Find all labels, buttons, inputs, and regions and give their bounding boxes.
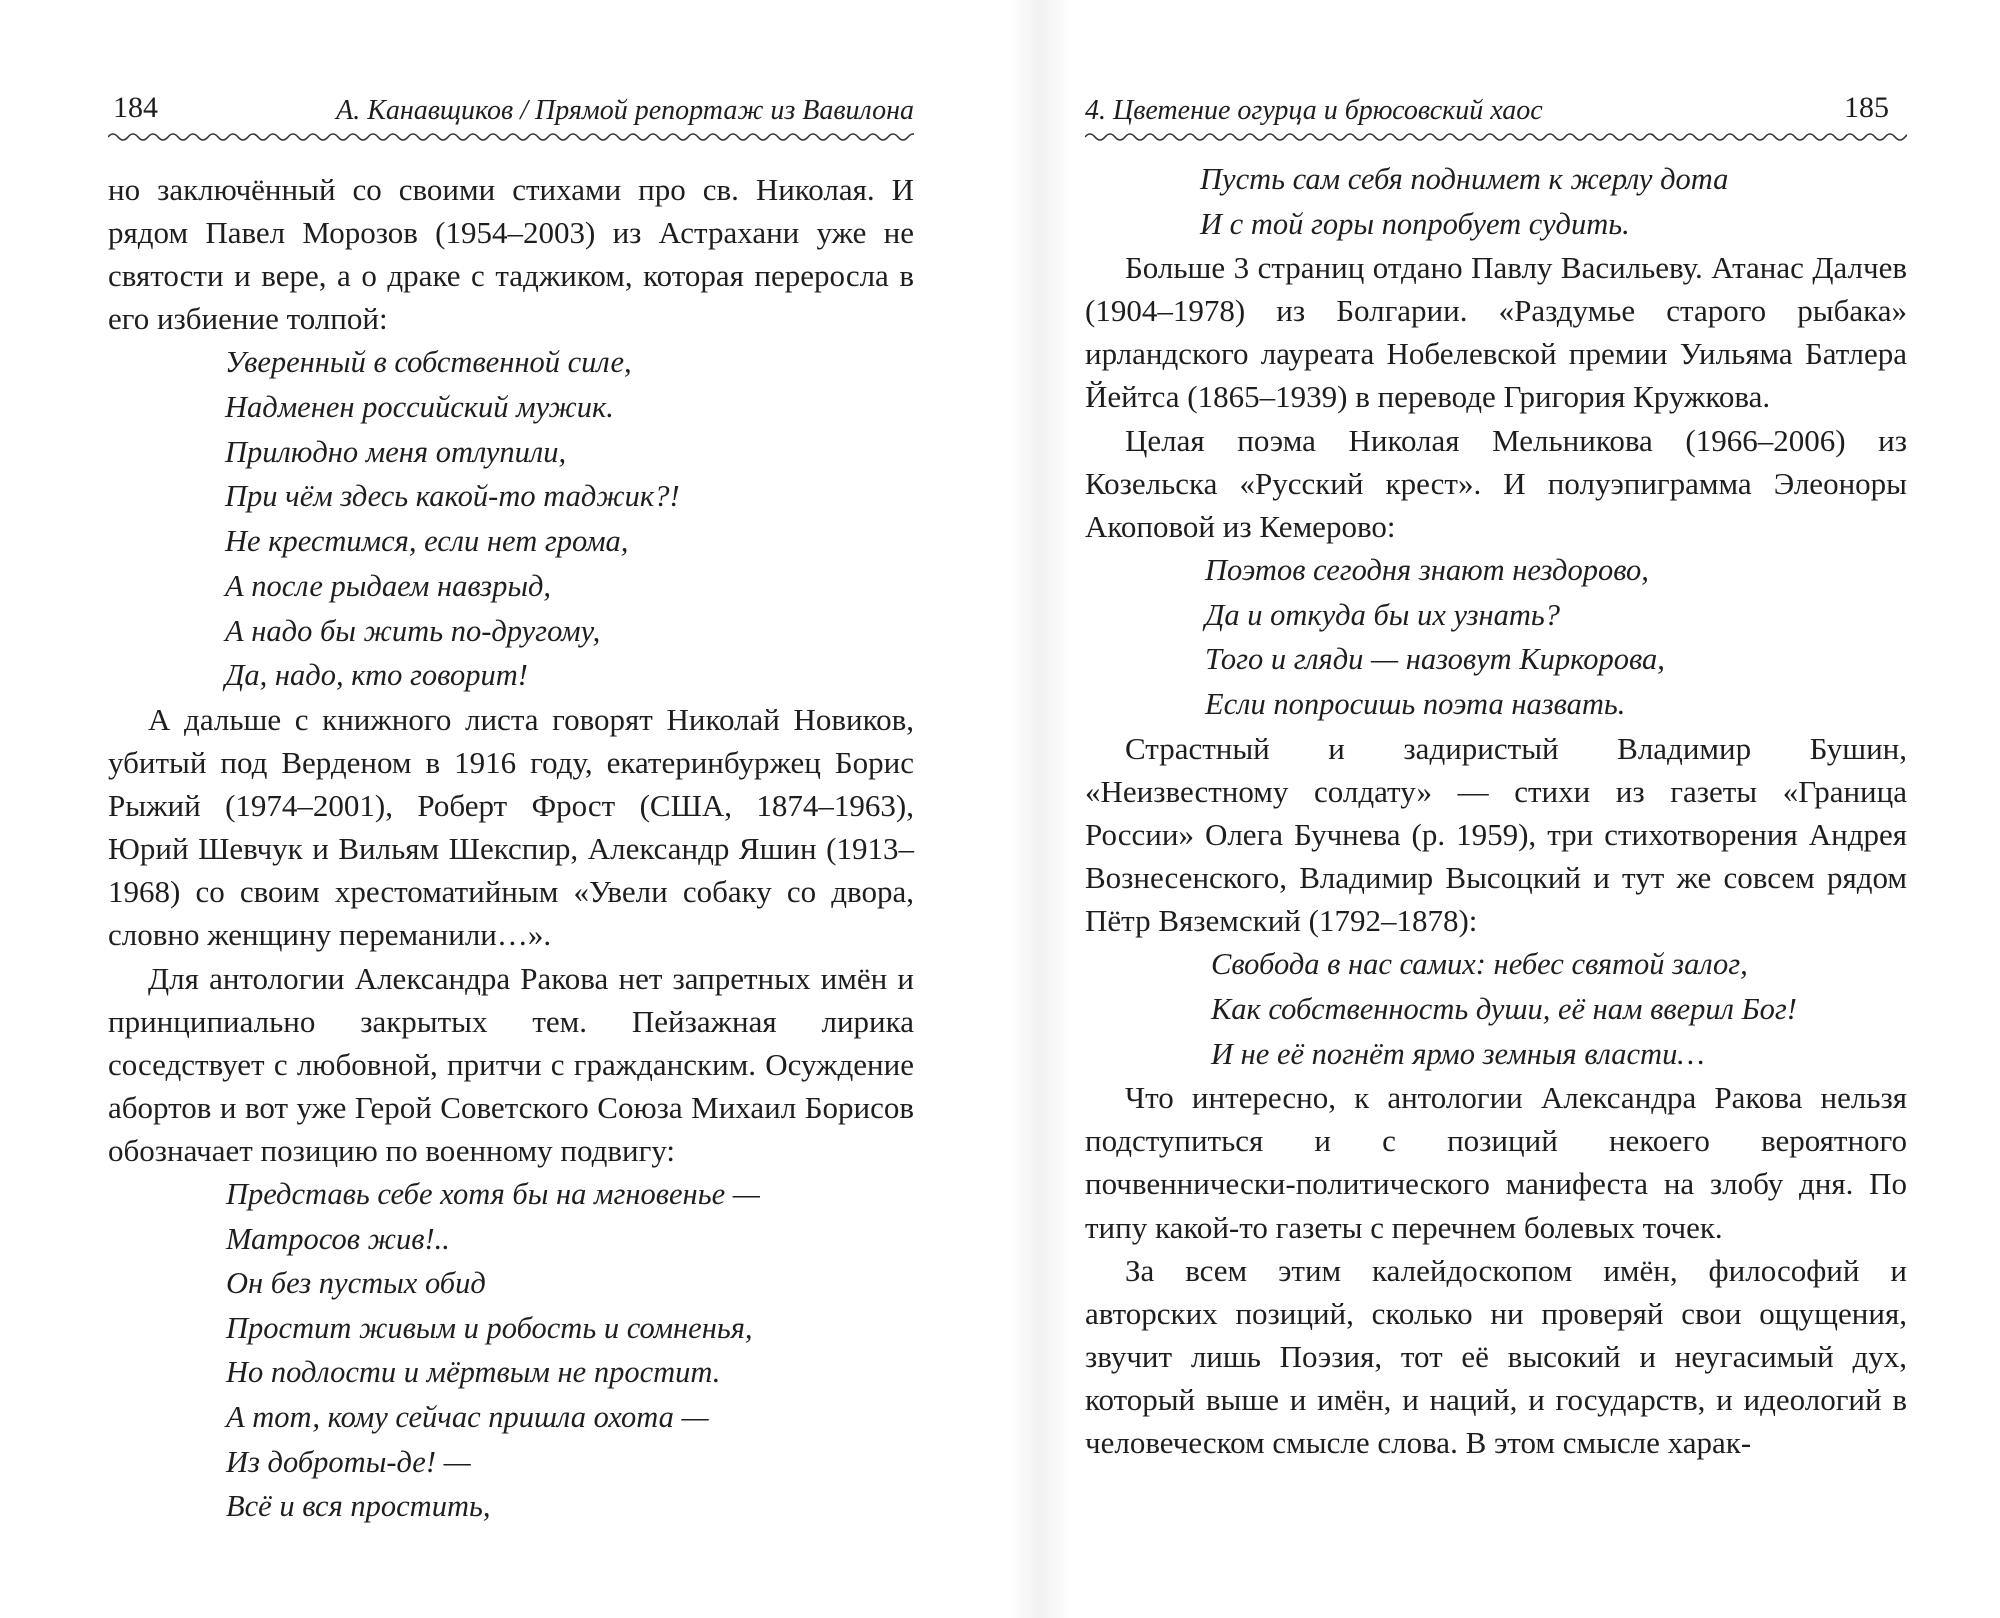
verse-line: Прилюдно меня отлупили,: [225, 434, 567, 469]
verse-line: Того и гляди — назовут Киркорова,: [1205, 642, 1665, 677]
right-page-header: [1085, 90, 1907, 132]
verse-line: Представь себе хотя бы на мгновенье —: [226, 1177, 760, 1212]
right-page-number: 185: [1844, 91, 1889, 124]
verse-line: Но подлости и мёртвым не простит.: [226, 1355, 721, 1390]
book-gutter: [1010, 0, 1070, 1618]
verse-line: Простит живым и робость и сомненья,: [226, 1310, 753, 1345]
verse-line: Пусть сам себя поднимет к жерлу дота: [1200, 162, 1729, 196]
right-running-head: 4. Цветение огурца и брюсовский хаос: [1085, 95, 1543, 126]
right-paragraph-2: Целая поэма Николая Мельникова (1966–2006) из Козельска «Русский крест». И полуэпиграмма Элеоноры Акоповой из Кемерово:: [1085, 422, 1907, 544]
verse-line: Да, надо, кто говорит!: [225, 658, 528, 693]
left-running-head: А. Канавщиков / Прямой репортаж из Вавилона: [336, 95, 914, 126]
verse-line: Он без пустых обид: [226, 1266, 486, 1301]
right-verse-top: [1085, 157, 1907, 246]
right-page-body: [1085, 157, 1907, 1464]
right-verse-3: [1085, 942, 1907, 1076]
verse-line: И не её погнёт ярмо земныя власти…: [1211, 1036, 1705, 1071]
verse-line: А после рыдаем навзрыд,: [225, 568, 552, 603]
right-verse-2: [1085, 548, 1907, 727]
verse-line: Надменен российский мужик.: [225, 390, 614, 425]
verse-line: Если попросишь поэта назвать.: [1205, 686, 1626, 721]
right-paragraph-4: Что интересно, к антологии Александра Ракова нельзя подступиться и с позиций некоего вероятного почвеннически-политического манифеста на злобу дня. По типу какой-то газеты с перечнем болевых точек.: [1085, 1080, 1907, 1245]
left-intro-paragraph: но заключённый со своими стихами про св. Николая. И рядом Павел Морозов (1954–2003) из Астрахани уже не святости и вере, а о драке с таджиком, которая переросла в его избиение толпой:: [108, 172, 914, 337]
verse-line: Из доброты-де! —: [226, 1444, 471, 1479]
verse-line: Не крестимся, если нет грома,: [225, 524, 629, 559]
left-page-header: [108, 90, 914, 132]
verse-line: При чём здесь какой-то таджик?!: [225, 479, 680, 514]
left-paragraph-3: Для антологии Александра Ракова нет запретных имён и принципиально закрытых тем. Пейзажная лирика соседствует с любовной, притчи с гражданским. Осуждение абортов и вот уже Герой Советского Союза Михаил Борисов обозначает позицию по военному подвигу:: [108, 960, 914, 1168]
left-verse-2: [108, 1172, 914, 1529]
verse-line: Всё и вся простить,: [226, 1489, 491, 1524]
verse-line: Поэтов сегодня знают нездорово,: [1205, 552, 1649, 587]
verse-line: Как собственность души, её нам вверил Бог!: [1211, 991, 1797, 1026]
verse-line: Матросов жив!..: [226, 1221, 450, 1256]
right-paragraph-5: За всем этим калейдоскопом имён, философий и авторских позиций, сколько ни проверяй свои ощущения, звучит лишь Поэзия, тот её высокий и неугасимый дух, который выше и имён, и наций, и государств, и идеологий в человеческом смысле слова. В этом смысле харак-: [1085, 1252, 1907, 1460]
verse-line: А надо бы жить по-другому,: [225, 613, 601, 648]
left-verse-1: [108, 340, 914, 698]
verse-line: Свобода в нас самих: небес святой залог,: [1211, 947, 1748, 982]
verse-line: Уверенный в собственной силе,: [225, 345, 632, 380]
right-page: [1085, 90, 1907, 1460]
verse-line: А тот, кому сейчас пришла охота —: [226, 1400, 709, 1434]
right-paragraph-1: Больше 3 страниц отдано Павлу Васильеву. Атанас Далчев (1904–1978) из Болгарии. «Раздумье старого рыбака» ирландского лауреата Нобелевской премии Уильяма Батлера Йейтса (1865–1939) в переводе Григория Кружкова.: [1085, 250, 1907, 415]
left-paragraph-2: А дальше с книжного листа говорят Николай Новиков, убитый под Верденом в 1916 году, екатеринбуржец Борис Рыжий (1974–2001), Роберт Фрост (США, 1874–1963), Юрий Шевчук и Вильям Шекспир, Александр Яшин (1913–1968) со своим хрестоматийным «Увели собаку со двора, словно женщину переманили…».: [108, 702, 914, 953]
left-page-number: 184: [113, 91, 158, 124]
left-wavy-rule: [108, 130, 914, 144]
left-page-body: [108, 168, 914, 1529]
verse-line: И с той горы попробует судить.: [1200, 206, 1630, 241]
right-paragraph-3: Страстный и задиристый Владимир Бушин, «Неизвестному солдату» — стихи из газеты «Граница России» Олега Бучнева (р. 1959), три стихотворения Андрея Вознесенского, Владимир Высоцкий и тут же совсем рядом Пётр Вяземский (1792–1878):: [1085, 730, 1907, 939]
verse-line: Да и откуда бы их узнать?: [1205, 597, 1561, 632]
left-page: [108, 90, 914, 1524]
right-wavy-rule: [1085, 130, 1907, 144]
